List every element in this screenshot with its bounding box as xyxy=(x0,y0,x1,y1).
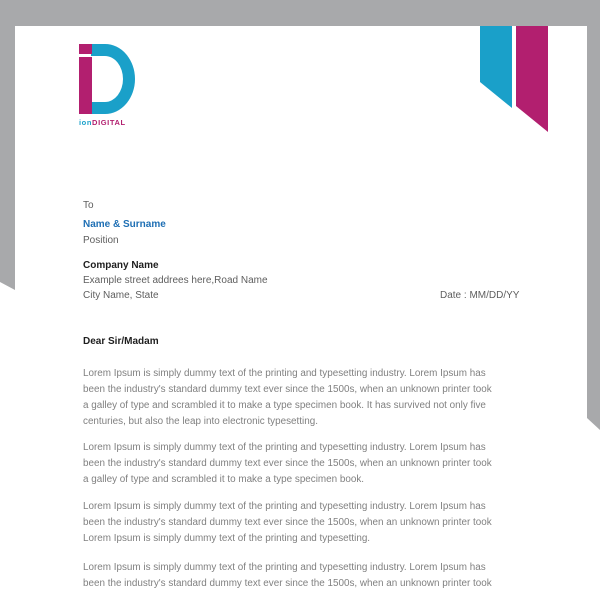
paragraph-line: centuries, but also the leap into electronic typesetting. xyxy=(83,416,318,427)
paragraph-line: Lorem Ipsum is simply dummy text of the printing and typesetting industry. Lorem Ipsum has xyxy=(83,501,486,512)
blue-ribbon xyxy=(480,26,512,108)
paragraph-line: a galley of type and scrambled it to make a type specimen book. xyxy=(83,474,365,485)
body-paragraph-4 xyxy=(83,560,529,592)
logo-text-digital: DIGITAL xyxy=(92,118,126,127)
company-city-state: City Name, State xyxy=(83,290,159,301)
corner-ribbons xyxy=(478,26,550,134)
to-label: To xyxy=(83,200,94,211)
paragraph-line: Lorem Ipsum is simply dummy text of the printing and typesetting industry. Lorem Ipsum has xyxy=(83,442,486,453)
iondigital-logo xyxy=(79,44,139,128)
paragraph-line: been the industry's standard dummy text ever since the 1500s, when an unknown printer took xyxy=(83,578,492,589)
paragraph-line: a galley of type and scrambled it to make a type specimen book. It has survived not only five xyxy=(83,400,486,411)
body-paragraph-1 xyxy=(83,366,529,430)
paragraph-line: been the industry's standard dummy text ever since the 1500s, when an unknown printer took xyxy=(83,517,492,528)
letter-date: Date : MM/DD/YY xyxy=(440,290,520,301)
body-paragraph-3 xyxy=(83,499,529,547)
body-paragraph-2 xyxy=(83,440,529,488)
logo-text-ion: ion xyxy=(79,118,93,127)
recipient-position: Position xyxy=(83,235,119,246)
recipient-name: Name & Surname xyxy=(83,219,166,230)
paragraph-line: Lorem Ipsum is simply dummy text of the printing and typesetting industry. Lorem Ipsum has xyxy=(83,368,486,379)
paragraph-line: Lorem Ipsum is simply dummy text of the printing and typesetting. xyxy=(83,533,371,544)
paragraph-line: been the industry's standard dummy text ever since the 1500s, when an unknown printer took xyxy=(83,458,492,469)
logo-wordmark xyxy=(79,118,126,127)
salutation: Dear Sir/Madam xyxy=(83,336,159,347)
paragraph-line: been the industry's standard dummy text ever since the 1500s, when an unknown printer took xyxy=(83,384,492,395)
magenta-ribbon xyxy=(516,26,548,132)
paragraph-line: Lorem Ipsum is simply dummy text of the printing and typesetting industry. Lorem Ipsum has xyxy=(83,562,486,573)
company-address: Example street addrees here,Road Name xyxy=(83,275,268,286)
company-name: Company Name xyxy=(83,260,159,271)
